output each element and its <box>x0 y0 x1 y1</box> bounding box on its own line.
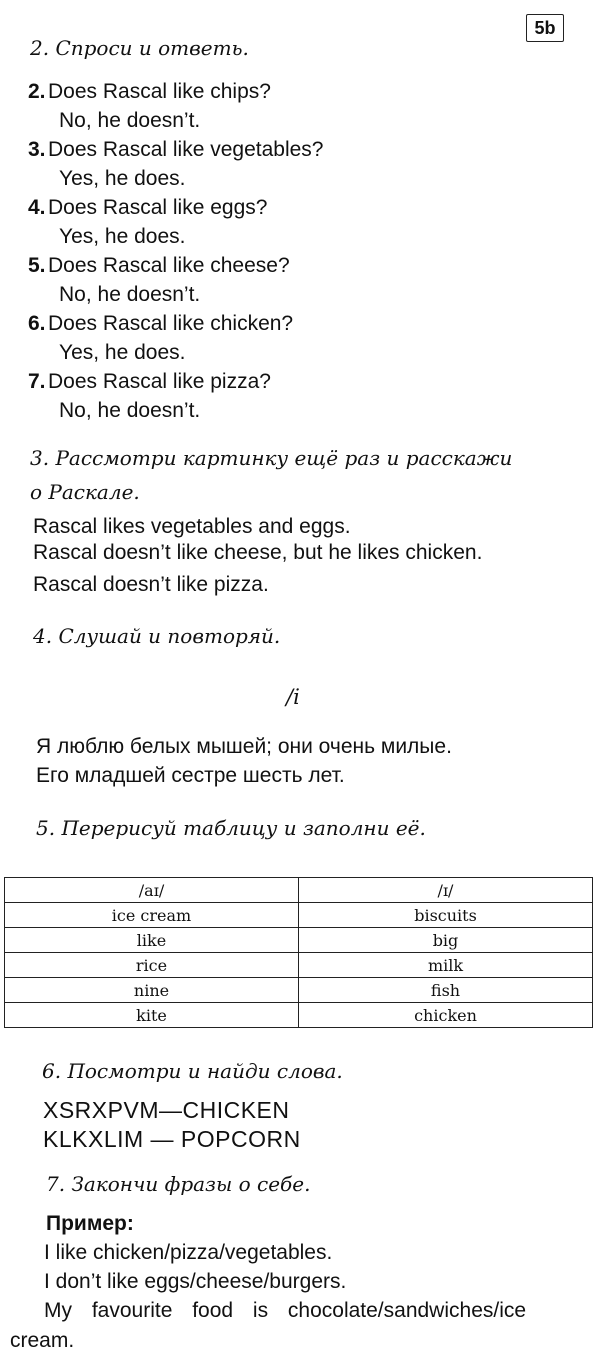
ex6-line: KLKXLIM — POPCORN <box>43 1126 301 1152</box>
ex3-line: Rascal likes vegetables and eggs. <box>33 515 351 538</box>
question-text: Does Rascal like chips? <box>48 80 271 103</box>
ex2-question <box>28 196 267 220</box>
table-cell: biscuits <box>299 903 593 928</box>
table-cell: milk <box>299 953 593 978</box>
ex4-heading: 4. Слушай и повторяй. <box>33 624 281 648</box>
item-number: 6. <box>28 312 46 335</box>
ex2-question <box>28 370 271 394</box>
ex7-line: I like chicken/pizza/vegetables. <box>44 1241 333 1264</box>
page-badge: 5b <box>526 14 564 42</box>
table-row <box>5 928 593 953</box>
ex7-heading: 7. Закончи фразы о себе. <box>46 1172 311 1196</box>
item-number: 5. <box>28 254 46 277</box>
ex2-answer: No, he doesn’t. <box>59 109 201 132</box>
ex7-line: I don’t like eggs/cheese/burgers. <box>44 1270 347 1293</box>
table-row <box>5 978 593 1003</box>
ex2-question <box>28 312 293 336</box>
item-number: 4. <box>28 196 46 219</box>
ex6-heading: 6. Посмотри и найди слова. <box>42 1059 343 1083</box>
ex7-line: My favourite food is chocolate/sandwiches/ice <box>44 1299 527 1322</box>
question-text: Does Rascal like chicken? <box>48 312 294 335</box>
question-text: Does Rascal like vegetables? <box>48 138 324 161</box>
table-cell: chicken <box>299 1003 593 1028</box>
ex2-heading: 2. Спроси и ответь. <box>30 36 249 60</box>
table-row <box>5 1003 593 1028</box>
ex2-answer: Yes, he does. <box>59 341 186 364</box>
table-cell: like <box>5 928 299 953</box>
ex2-question <box>28 80 271 104</box>
table-cell: nine <box>5 978 299 1003</box>
table-row <box>5 903 593 928</box>
question-text: Does Rascal like eggs? <box>48 196 268 219</box>
question-text: Does Rascal like cheese? <box>48 254 290 277</box>
ex3-heading-line1: 3. Рассмотри картинку ещё раз и расскажи <box>30 446 513 470</box>
sound-table <box>4 877 593 1028</box>
ex2-answer: Yes, he does. <box>59 167 186 190</box>
item-number: 2. <box>28 80 46 103</box>
question-text: Does Rascal like pizza? <box>48 370 271 393</box>
ex6-line: XSRXPVM—CHICKEN <box>43 1097 290 1123</box>
ex2-answer: Yes, he does. <box>59 225 186 248</box>
ex4-line: Я люблю белых мышей; они очень милые. <box>36 735 452 758</box>
ex3-line: Rascal doesn’t like pizza. <box>33 573 269 596</box>
ex2-answer: No, he doesn’t. <box>59 283 201 306</box>
table-cell: big <box>299 928 593 953</box>
table-cell: ice cream <box>5 903 299 928</box>
ex3-heading-line2: о Раскале. <box>30 480 140 504</box>
ex2-answer: No, he doesn’t. <box>59 399 201 422</box>
ex2-question <box>28 138 323 162</box>
ex5-heading: 5. Перерисуй таблицу и заполни её. <box>36 816 426 840</box>
table-header-row <box>5 878 593 903</box>
item-number: 7. <box>28 370 46 393</box>
example-label: Пример: <box>46 1212 134 1235</box>
ex2-question <box>28 254 290 278</box>
ex7-line: cream. <box>10 1329 75 1352</box>
column-header: /ɪ/ <box>299 878 593 903</box>
table-cell: kite <box>5 1003 299 1028</box>
ex4-sound: /i <box>286 685 300 709</box>
table-row <box>5 953 593 978</box>
column-header: /aɪ/ <box>5 878 299 903</box>
ex3-line: Rascal doesn’t like cheese, but he likes chicken. <box>33 541 483 564</box>
item-number: 3. <box>28 138 46 161</box>
ex4-line: Его младшей сестре шесть лет. <box>36 764 345 787</box>
table-cell: fish <box>299 978 593 1003</box>
table-cell: rice <box>5 953 299 978</box>
